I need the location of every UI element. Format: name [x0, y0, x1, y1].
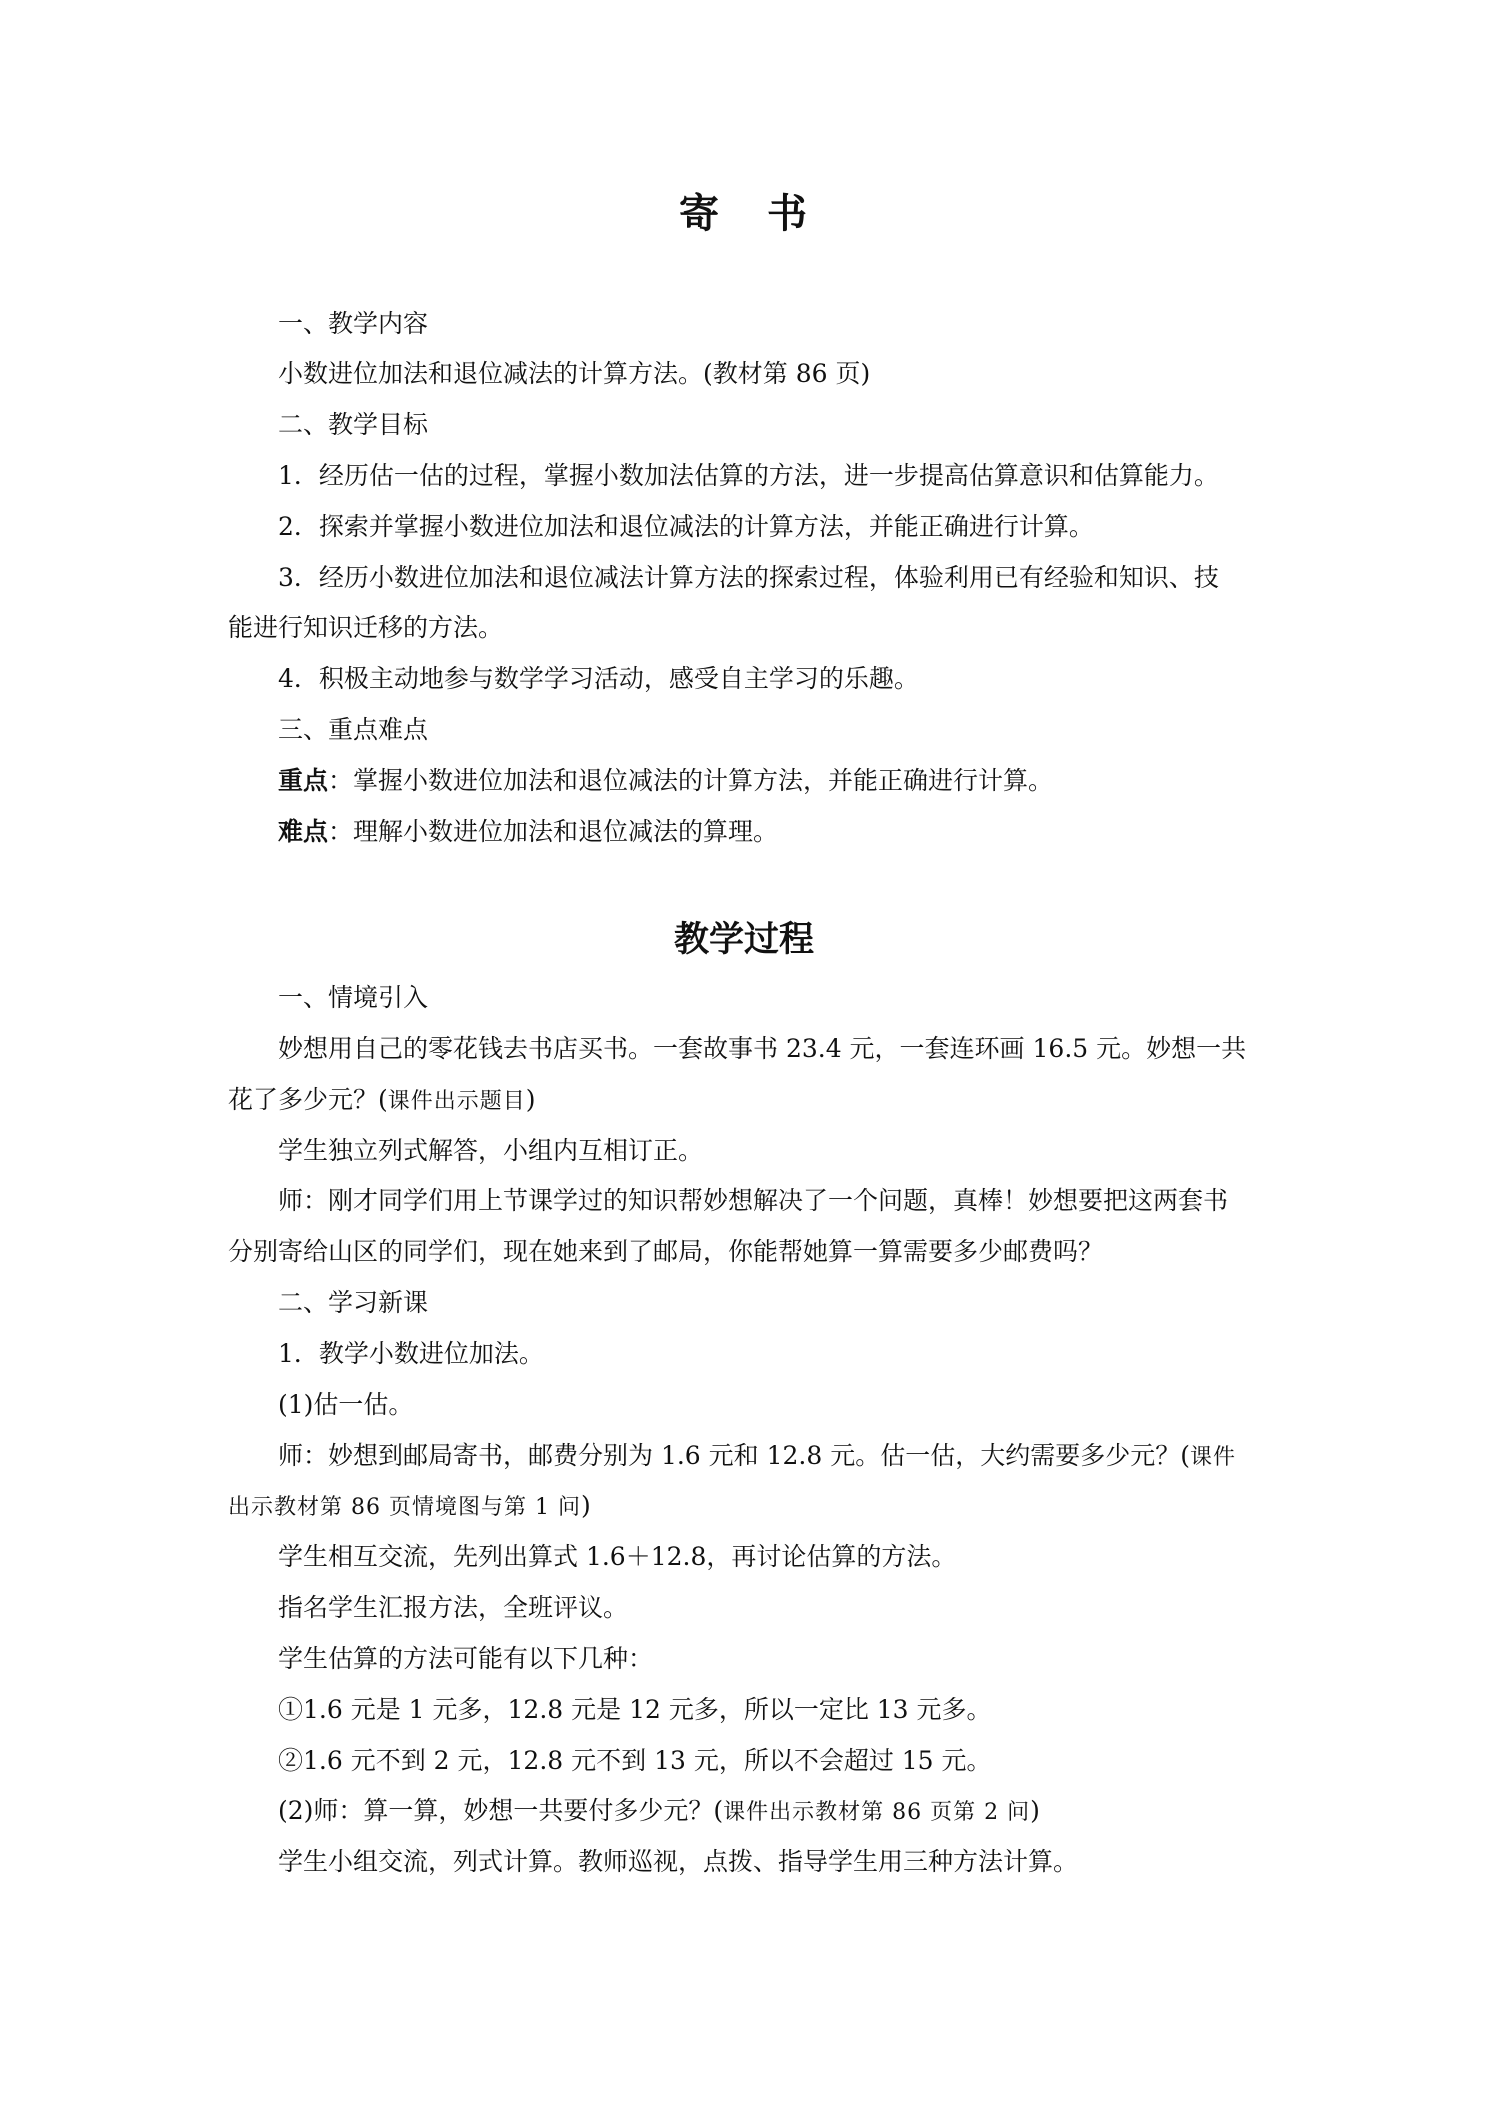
methods-intro: 学生估算的方法可能有以下几种： [278, 1644, 654, 1673]
title-char-1: 寄 [679, 191, 721, 237]
goal-1: 1．经历估一估的过程，掌握小数加法估算的方法，进一步提高估算意识和估算能力。 [278, 461, 1219, 490]
key-text: ：掌握小数进位加法和退位减法的计算方法，并能正确进行计算。 [328, 766, 1054, 795]
intro-2: 学生独立列式解答，小组内互相订正。 [278, 1136, 704, 1165]
item-1: 1．教学小数进位加法。 [278, 1339, 544, 1368]
teacher-line-1 [278, 1440, 1260, 1474]
page-title [0, 182, 1488, 239]
content-text: 小数进位加法和退位减法的计算方法。(教材第 86 页) [278, 359, 871, 388]
title-char-2: 书 [767, 191, 809, 237]
goal-3-line-2: 能进行知识迁移的方法。 [228, 613, 504, 642]
intro-heading: 一、情境引入 [278, 983, 429, 1012]
process-title: 教学过程 [673, 920, 814, 960]
item-1-1: (1)估一估。 [278, 1390, 414, 1419]
item-1-2-text: (2)师：算一算，妙想一共要付多少元？( [278, 1796, 724, 1825]
goal-3-line-1: 3．经历小数进位加法和退位减法计算方法的探索过程，体验利用已有经验和知识、技 [278, 563, 1219, 592]
intro-1-line-1: 妙想用自己的零花钱去书店买书。一套故事书 23.4 元，一套连环画 16.5 元。妙想一共 [278, 1034, 1247, 1063]
key-point [278, 765, 1260, 797]
difficult-label: 难点 [278, 817, 329, 846]
intro-3-line-1: 师：刚才同学们用上节课学过的知识帮妙想解决了一个问题，真棒！妙想要把这两套书 [278, 1186, 1229, 1215]
intro-1-line-2 [228, 1084, 1260, 1118]
intro-1-note: 课件出示题目 [387, 1089, 526, 1114]
student-exchange: 学生相互交流，先列出算式 1.6＋12.8，再讨论估算的方法。 [278, 1542, 957, 1571]
goals-heading: 二、教学目标 [278, 410, 429, 439]
teacher-end: ) [580, 1491, 591, 1520]
item-1-2-end: ) [1030, 1796, 1040, 1825]
difficult-text: ：理解小数进位加法和退位减法的算理。 [328, 817, 779, 846]
item-1-2 [278, 1795, 1260, 1829]
new-heading: 二、学习新课 [278, 1288, 429, 1317]
report: 指名学生汇报方法，全班评议。 [278, 1593, 629, 1622]
content-heading: 一、教学内容 [278, 309, 429, 338]
method-1: ①1.6 元是 1 元多，12.8 元是 12 元多，所以一定比 13 元多。 [278, 1695, 992, 1724]
teacher-note-1: 课件 [1189, 1445, 1236, 1470]
key-label: 重点 [278, 766, 329, 795]
teacher-text: 师：妙想到邮局寄书，邮费分别为 1.6 元和 12.8 元。估一估，大约需要多少元？( [278, 1441, 1190, 1470]
difficult-point [278, 816, 1260, 848]
teacher-line-2 [228, 1490, 1260, 1524]
key-heading: 三、重点难点 [278, 715, 429, 744]
teacher-note-2: 出示教材第 86 页情境图与第 1 问 [228, 1495, 581, 1520]
goal-2: 2．探索并掌握小数进位加法和退位减法的计算方法，并能正确进行计算。 [278, 512, 1094, 541]
intro-3-line-2: 分别寄给山区的同学们，现在她来到了邮局，你能帮她算一算需要多少邮费吗？ [228, 1237, 1104, 1266]
group-work: 学生小组交流，列式计算。教师巡视，点拨、指导学生用三种方法计算。 [278, 1847, 1079, 1876]
intro-1-text: 花了多少元？( [228, 1085, 388, 1114]
item-1-2-note: 课件出示教材第 86 页第 2 问 [723, 1800, 1031, 1825]
method-2: ②1.6 元不到 2 元，12.8 元不到 13 元，所以不会超过 15 元。 [278, 1746, 992, 1775]
intro-1-end: ) [525, 1085, 536, 1114]
goal-4: 4．积极主动地参与数学学习活动，感受自主学习的乐趣。 [278, 664, 919, 693]
